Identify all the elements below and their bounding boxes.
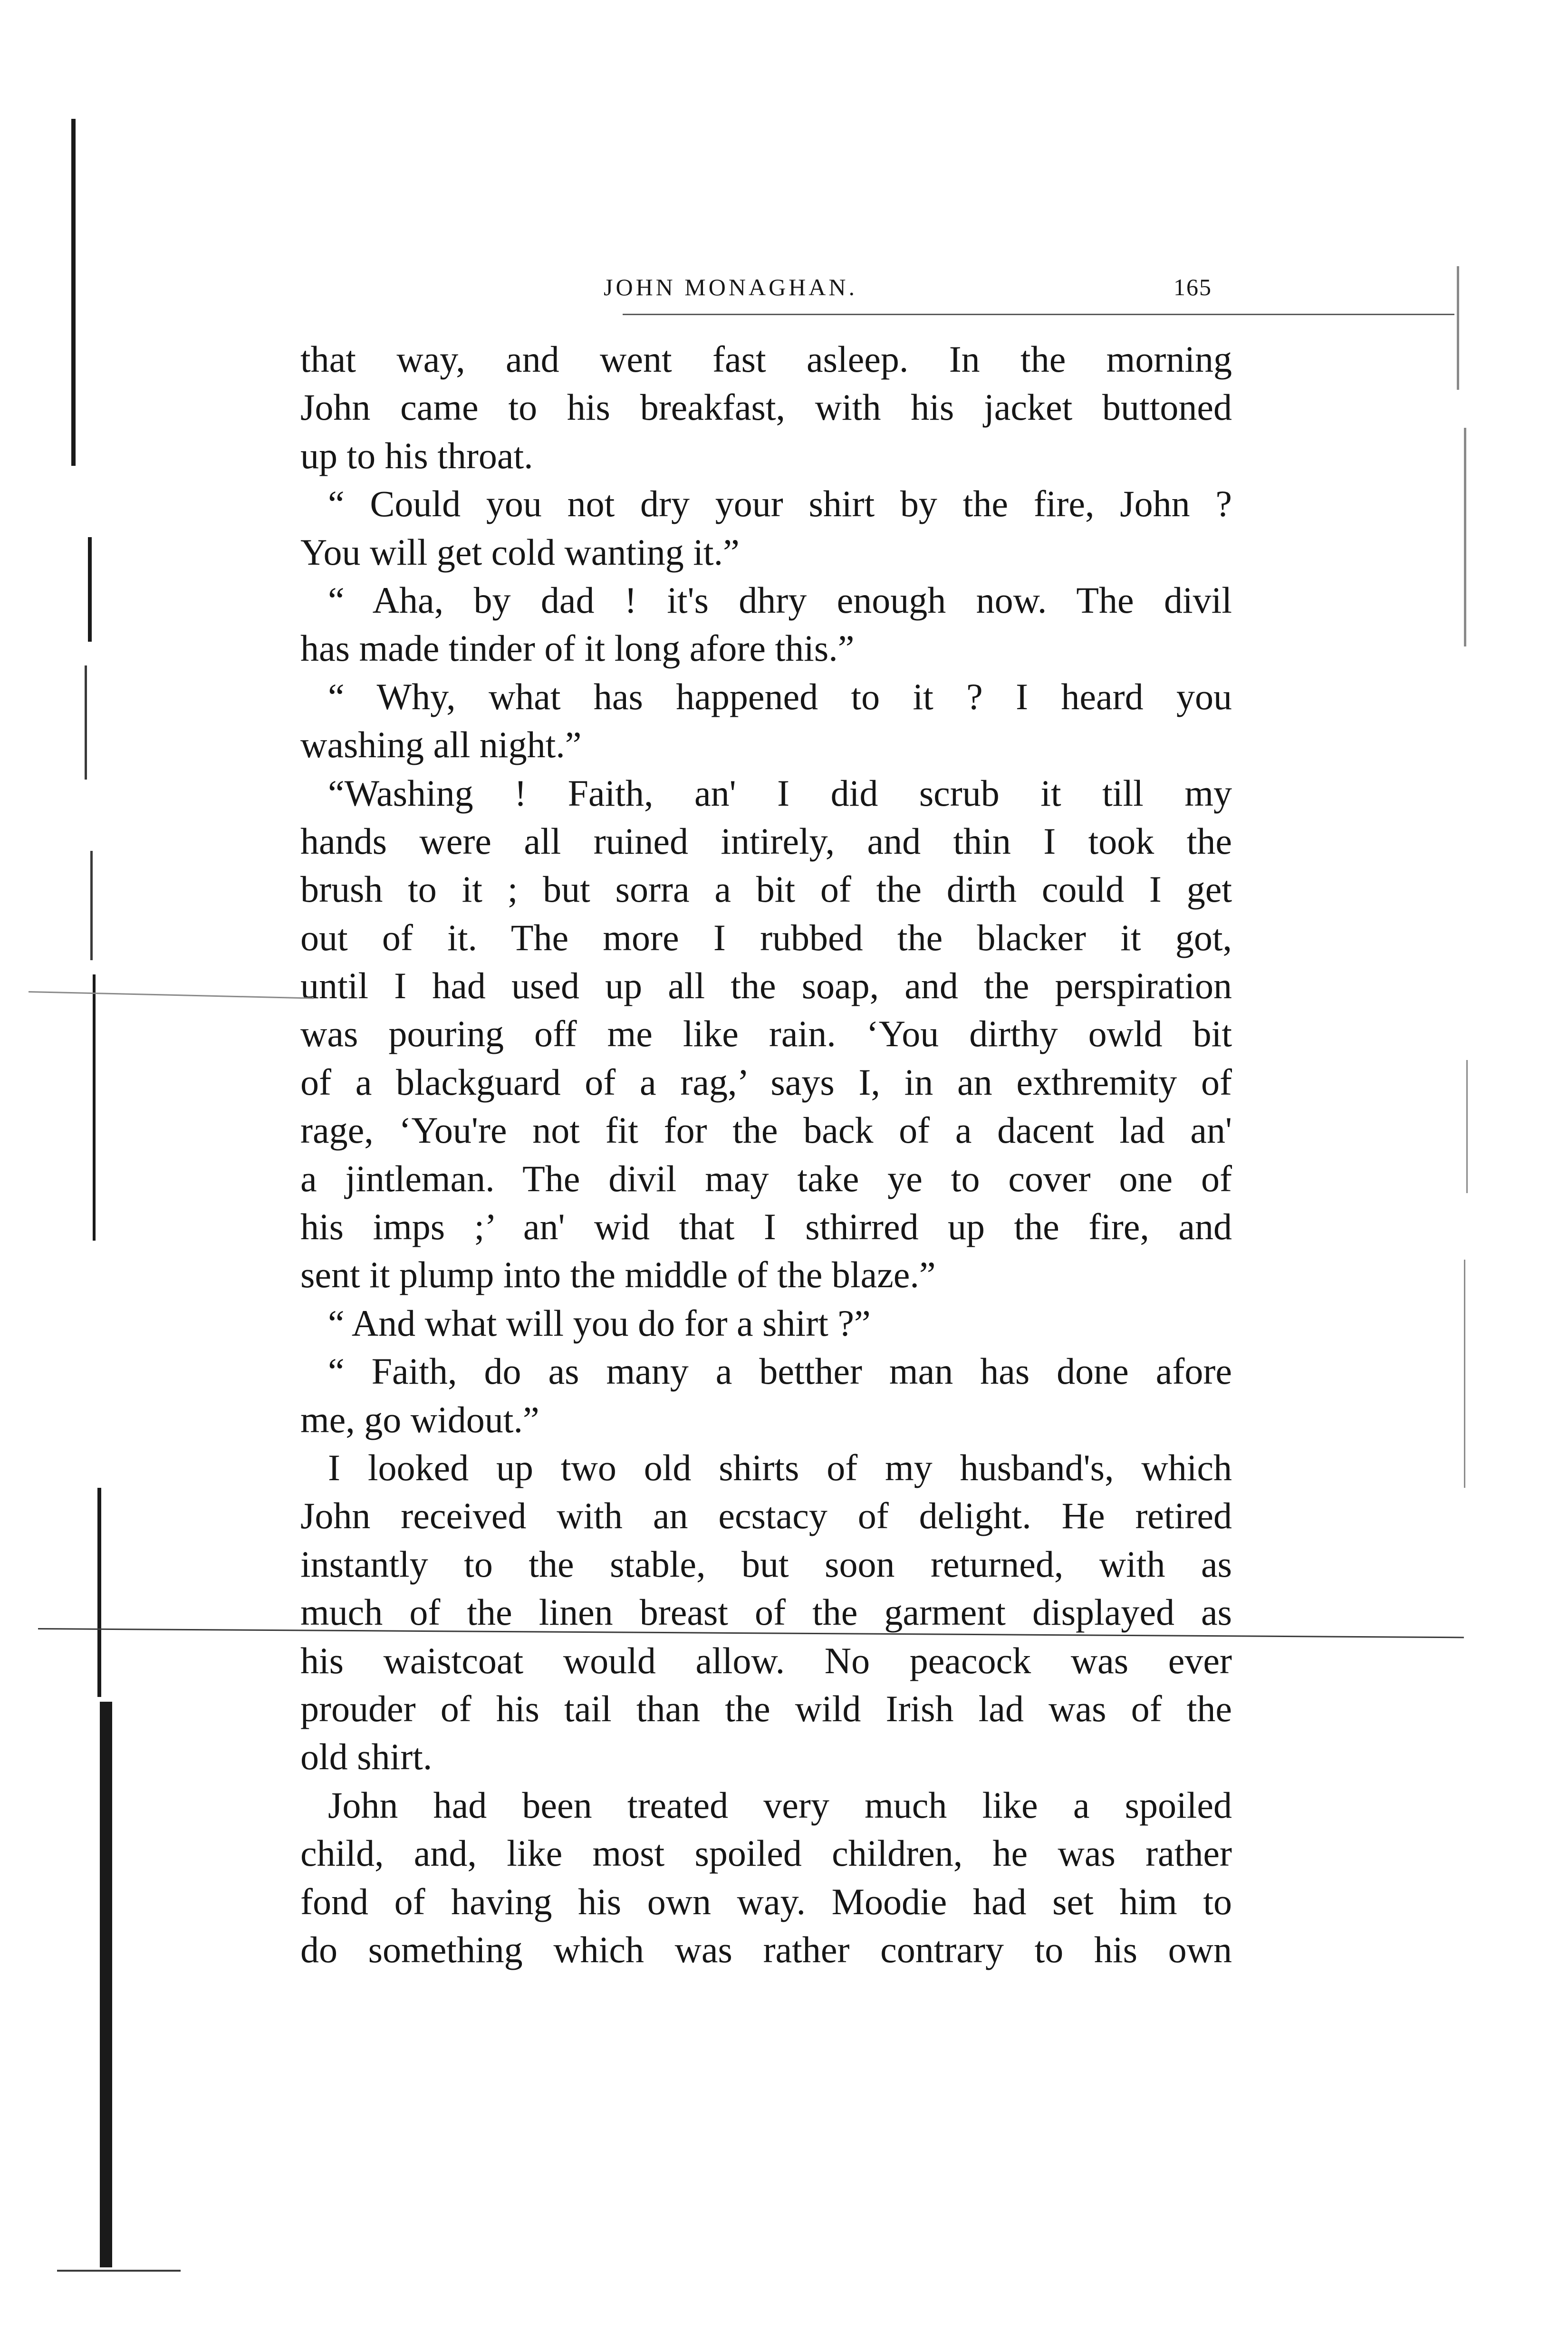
scan-mark-left-mid-4 bbox=[93, 974, 96, 1241]
text-line: a jintleman. The divil may take ye to cover one of bbox=[300, 1157, 1232, 1199]
text-line: child, and, like most spoiled children, he was rather bbox=[300, 1832, 1232, 1874]
text-line: hands were all ruined intirely, and thin I took the bbox=[300, 820, 1232, 862]
running-title: JOHN MONAGHAN. bbox=[604, 274, 857, 300]
text-line: that way, and went fast asleep. In the morning bbox=[300, 338, 1232, 380]
text-line: washing all night.” bbox=[300, 724, 582, 766]
text-line: brush to it ; but sorra a bit of the dirth could I get bbox=[300, 868, 1232, 910]
text-line: out of it. The more I rubbed the blacker it got, bbox=[300, 916, 1232, 958]
text-line: much of the linen breast of the garment displayed as bbox=[300, 1591, 1232, 1633]
text-line: has made tinder of it long afore this.” bbox=[300, 627, 855, 669]
text-line: I looked up two old shirts of my husband's, which bbox=[328, 1446, 1232, 1488]
text-line: his waistcoat would allow. No peacock was ever bbox=[300, 1639, 1232, 1681]
text-line: “ Aha, by dad ! it's dhry enough now. The divil bbox=[328, 579, 1232, 621]
scan-mark-right-4 bbox=[1464, 1260, 1465, 1488]
text-line: rage, ‘You're not fit for the back of a dacent lad an' bbox=[300, 1109, 1232, 1151]
text-line: was pouring off me like rain. ‘You dirthy owld bit bbox=[300, 1013, 1232, 1055]
scan-mark-right-3 bbox=[1466, 1060, 1468, 1193]
text-line: You will get cold wanting it.” bbox=[300, 531, 740, 573]
text-line: me, go widout.” bbox=[300, 1398, 539, 1440]
running-head bbox=[290, 273, 1231, 311]
scan-mark-bottom-rule bbox=[57, 2270, 181, 2272]
scan-mark-left-mid-2 bbox=[85, 665, 87, 780]
scan-mark-right-1 bbox=[1457, 266, 1459, 390]
text-line: fond of having his own way. Moodie had set him to bbox=[300, 1880, 1232, 1922]
text-line: sent it plump into the middle of the blaze.” bbox=[300, 1254, 936, 1296]
text-line: of a blackguard of a rag,’ says I, in an exthremity of bbox=[300, 1061, 1232, 1103]
scan-mark-left-bottom-2 bbox=[100, 1702, 112, 2267]
text-line: “Washing ! Faith, an' I did scrub it till my bbox=[328, 772, 1232, 814]
text-line: “ Could you not dry your shirt by the fire, John ? bbox=[328, 483, 1232, 525]
text-line: “ Why, what has happened to it ? I heard you bbox=[328, 675, 1232, 717]
page-number: 165 bbox=[1174, 274, 1212, 300]
scan-mark-left-bottom-1 bbox=[97, 1488, 101, 1697]
text-line: until I had used up all the soap, and the perspiration bbox=[300, 965, 1232, 1007]
scan-mark-right-2 bbox=[1464, 428, 1466, 646]
text-line: his imps ;’ an' wid that I sthirred up the fire, and bbox=[300, 1206, 1232, 1248]
text-line: do something which was rather contrary to his own bbox=[300, 1928, 1232, 1970]
text-line: John came to his breakfast, with his jacket buttoned bbox=[300, 386, 1232, 428]
text-line: John received with an ecstacy of delight. He retired bbox=[300, 1495, 1232, 1537]
text-line: “ And what will you do for a shirt ?” bbox=[328, 1302, 871, 1344]
text-line: “ Faith, do as many a betther man has done afore bbox=[328, 1350, 1232, 1392]
scan-streak-upper bbox=[29, 991, 314, 999]
scan-mark-left-mid-3 bbox=[90, 851, 93, 960]
header-rule bbox=[623, 314, 1454, 315]
text-line: old shirt. bbox=[300, 1736, 433, 1778]
scan-mark-left-upper bbox=[71, 119, 76, 466]
text-line: prouder of his tail than the wild Irish lad was of the bbox=[300, 1687, 1232, 1729]
text-line: up to his throat. bbox=[300, 434, 533, 476]
text-line: instantly to the stable, but soon returned, with as bbox=[300, 1543, 1232, 1585]
scan-mark-left-mid-1 bbox=[88, 537, 92, 642]
text-line: John had been treated very much like a spoiled bbox=[328, 1784, 1232, 1826]
body-text bbox=[300, 335, 1232, 1974]
